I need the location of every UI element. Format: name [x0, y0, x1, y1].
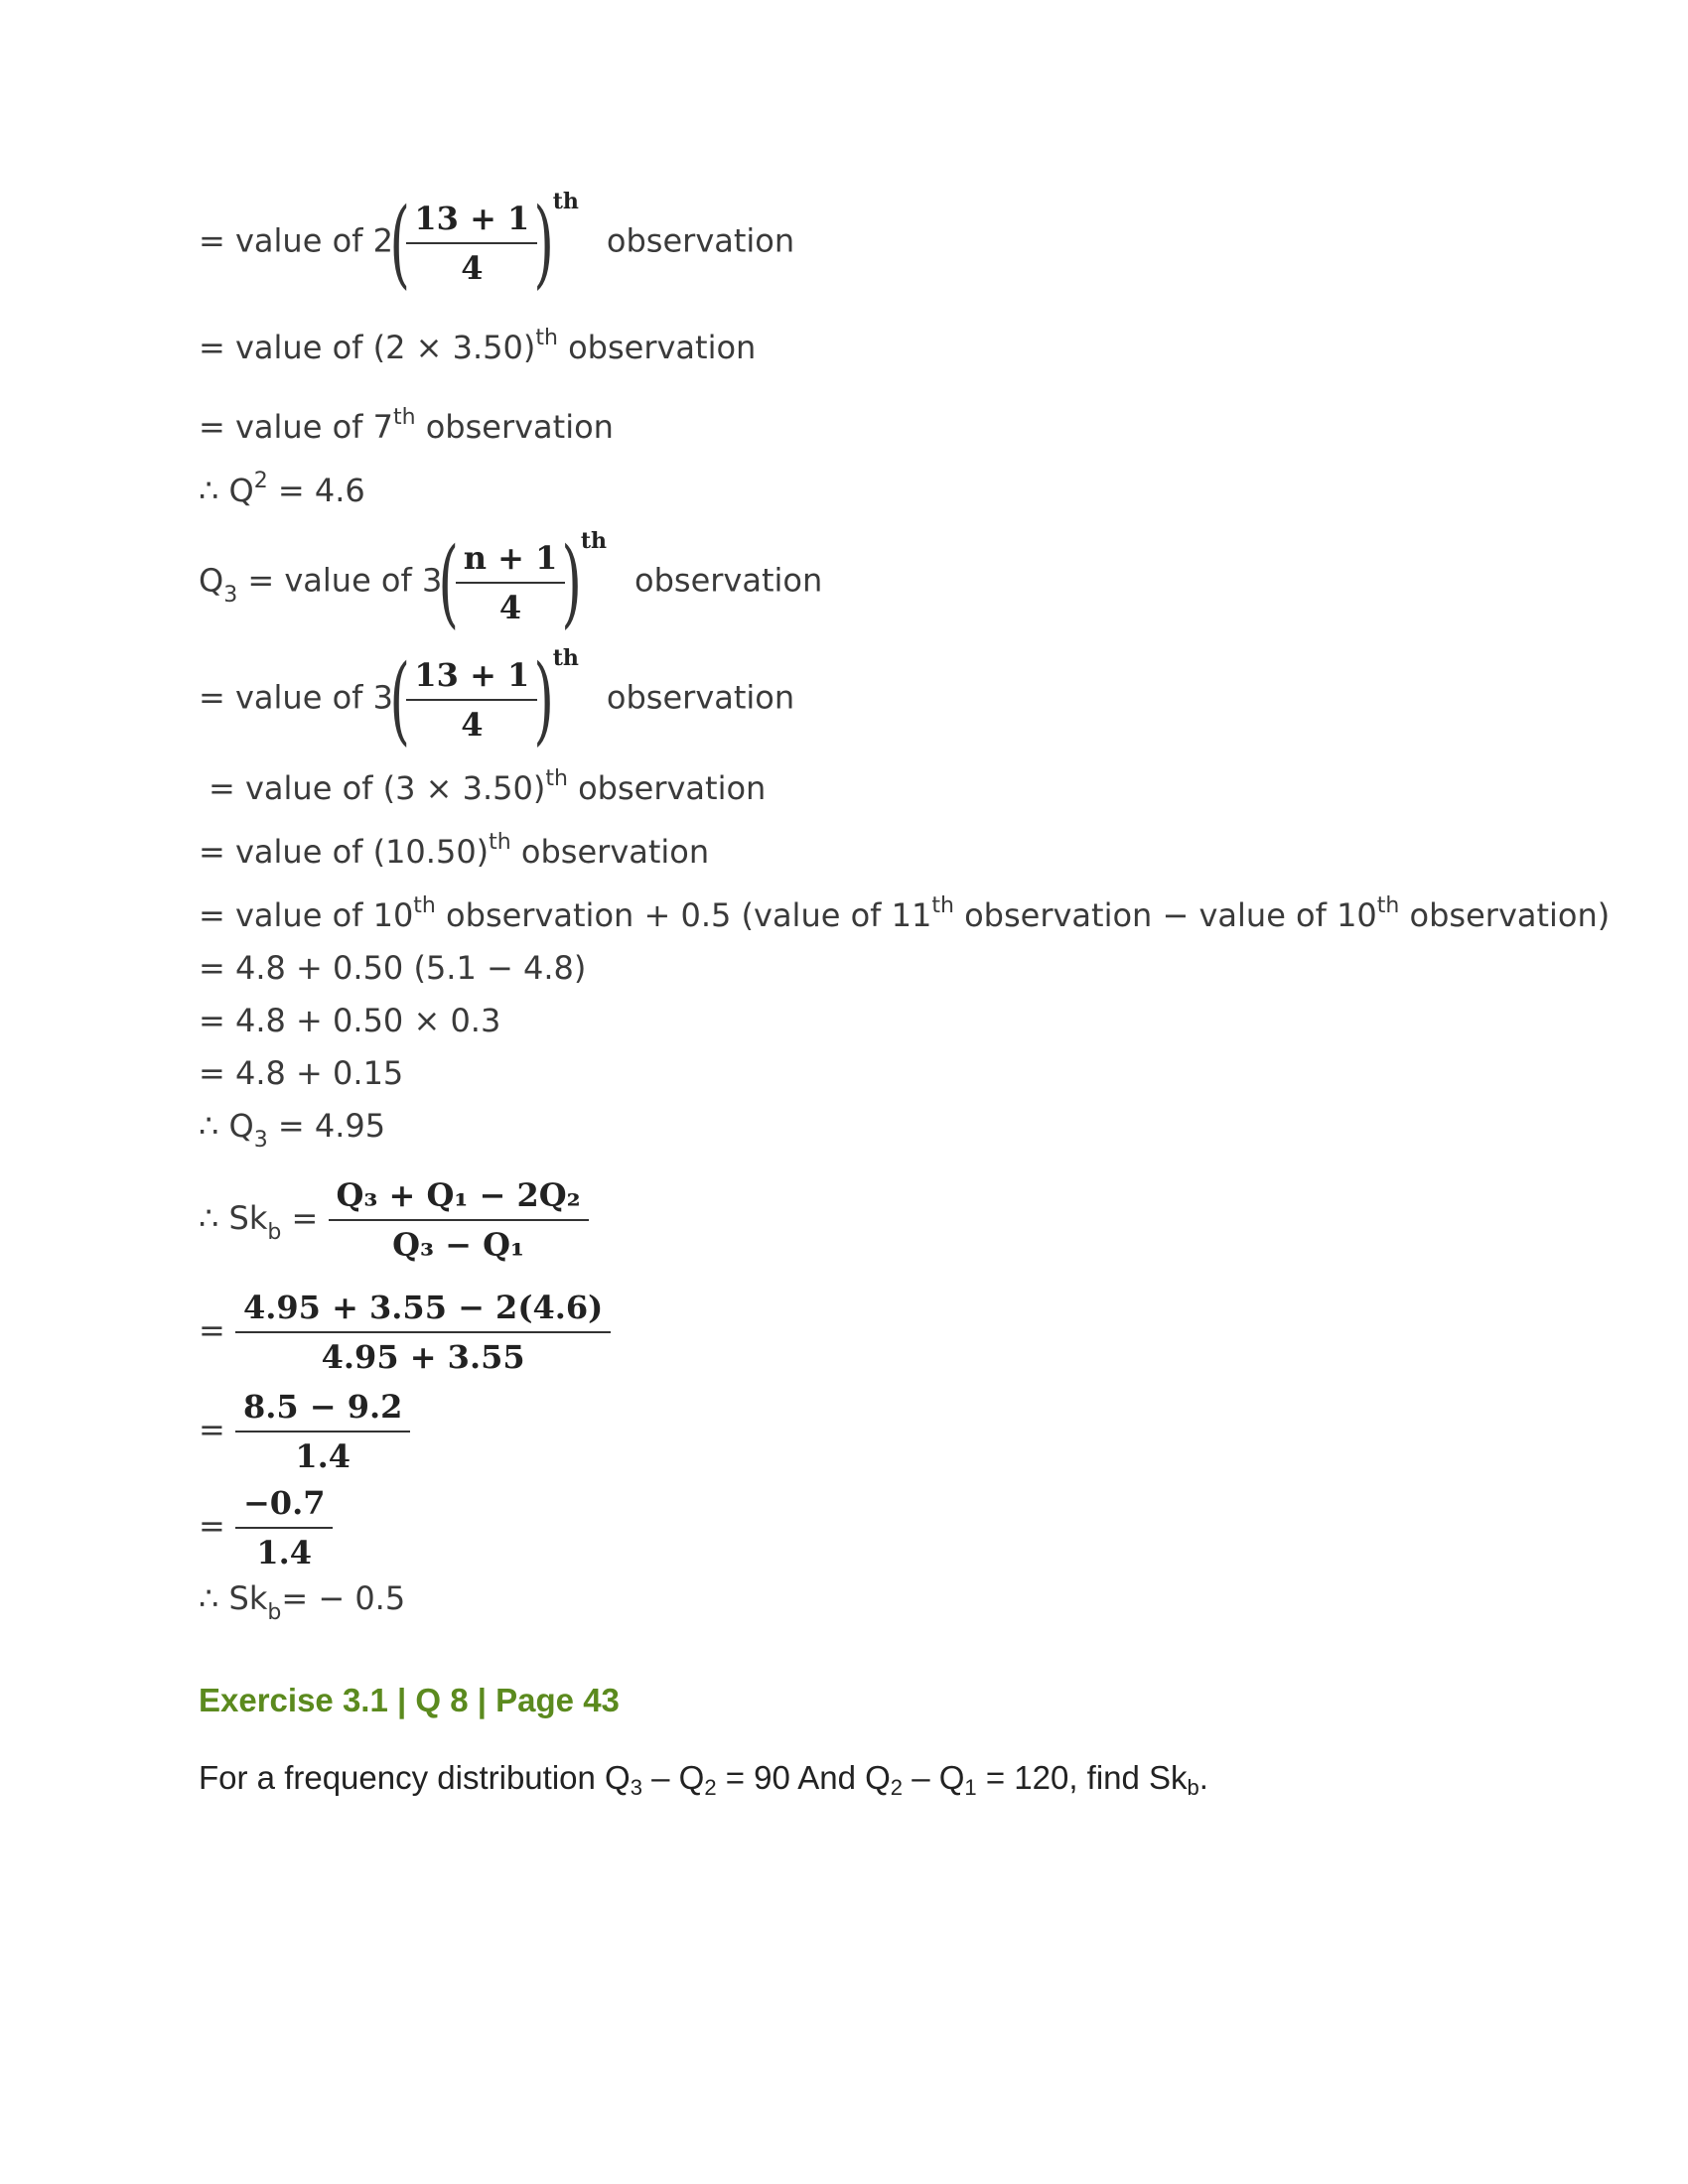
line-text: = value of 2	[199, 221, 393, 260]
solution-line-9: = value of 10th observation + 0.5 (value of 11th observation − value of 10th observation)	[199, 893, 1611, 934]
solution-line-3: = value of 7th observation	[199, 405, 614, 446]
exercise-question: For a frequency distribution $Q_3 - Q_2 = 90$ And $Q_2 - Q_1 = 120$, find $Sk_b$.	[199, 1759, 1208, 1800]
solution-line-11: = 4.8 + 0.50 × 0.3	[199, 1002, 501, 1039]
solution-line-17: = $\frac{-0.7}{1.4}$	[199, 1479, 333, 1576]
fraction: $\frac{\text{Q₃ + Q₁ − 2Q₂}}{\text{Q₃ − Q₁}}$	[329, 1171, 589, 1269]
fraction: $\frac{4.95 + 3.55 - 2(4.6)}{4.95 + 3.55}$	[235, 1284, 611, 1381]
fraction: $\frac{8.5 - 9.2}{1.4}$	[235, 1383, 410, 1480]
solution-line-8: = value of $(10.50)^{th}$ observation	[199, 830, 710, 871]
solution-line-7: = value of $(3 \times 3.50)^{th}$ observation	[209, 766, 767, 807]
solution-line-5: $Q_3$ = value of 3( $\frac{n + 1}{4}$ )$^{th}$observation	[199, 527, 823, 638]
solution-line-13: ∴ $Q_3 = 4.95$	[199, 1107, 386, 1153]
solution-line-2: = value of $(2 \times 3.50)^{th}$ observation	[199, 326, 757, 366]
fraction: $\frac{n + 1}{4}$	[456, 534, 566, 631]
solution-line-1: = value of 2( $\frac{13 + 1}{4}$ )$^{th}$observation	[199, 188, 795, 299]
solution-line-12: = 4.8 + 0.15	[199, 1054, 404, 1092]
solution-line-16: = $\frac{8.5 - 9.2}{1.4}$	[199, 1383, 410, 1480]
solution-line-18: ∴ $Sk_b= - 0.5$	[199, 1579, 406, 1625]
solution-line-14: ∴ $Sk_b$ = $\frac{\text{Q₃ + Q₁ − 2Q₂}}{\text{Q₃ − Q₁}}$	[199, 1171, 589, 1269]
solution-line-4: ∴ $Q^2 = 4.6$	[199, 469, 365, 509]
line-text: observation	[606, 221, 795, 260]
fraction: $\frac{-0.7}{1.4}$	[235, 1479, 333, 1576]
solution-line-6: = value of 3( $\frac{13 + 1}{4}$ )$^{th}$observation	[199, 644, 795, 755]
exercise-heading: Exercise 3.1 | Q 8 | Page 43	[199, 1682, 620, 1718]
fraction: $\frac{13 + 1}{4}$	[406, 651, 537, 749]
fraction: $\frac{13 + 1}{4}$	[406, 195, 537, 292]
solution-line-10: = 4.8 + 0.50 (5.1 − 4.8)	[199, 949, 587, 987]
solution-line-15: = $\frac{4.95 + 3.55 - 2(4.6)}{4.95 + 3.55}$	[199, 1284, 611, 1381]
